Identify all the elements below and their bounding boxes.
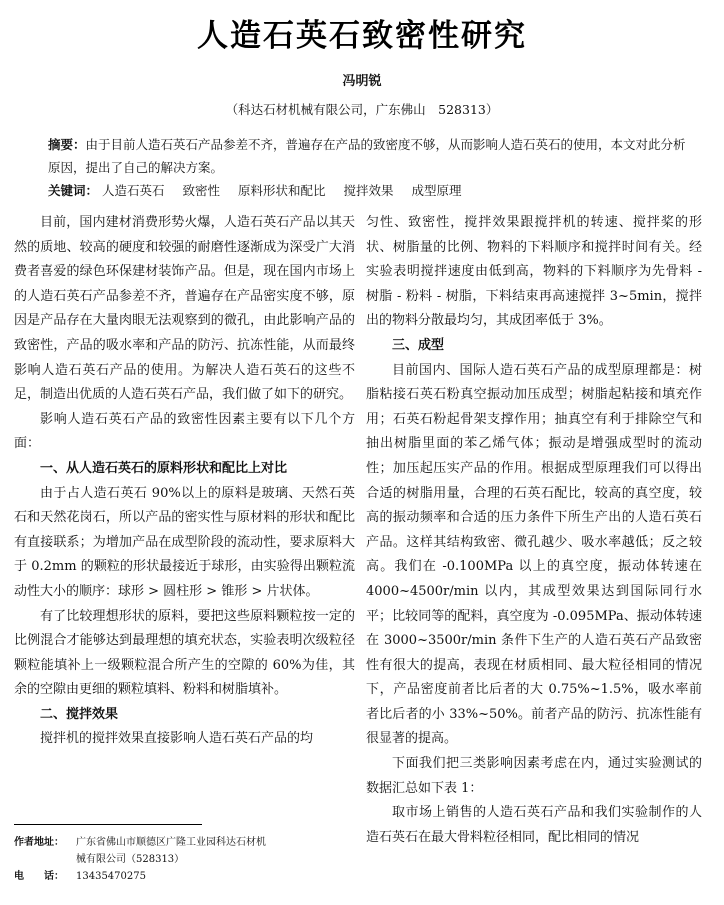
paragraph: 搅拌机的搅拌效果直接影响人造石英石产品的均 [40, 731, 314, 747]
section-heading: 三、成型 [392, 337, 445, 353]
abstract-block [48, 133, 688, 202]
address-label: 作者地址： [14, 837, 64, 848]
phone-number: 13435470275 [76, 871, 146, 882]
abstract-label: 摘要： [48, 137, 86, 152]
section-heading: 二、搅拌效果 [40, 706, 119, 722]
paragraph: 有了比较理想形状的原料，要把这些原料颗粒按一定的比例混合才能够达到最理想的填充状态，实验表明次级粒径颗粒能填补上一级颗粒混合所产生的空隙的 60%为佳，其余的空隙由更细的颗粒填料、粉料和树脂填补。 [14, 608, 355, 698]
author-affiliation: （科达石材机械有限公司，广东佛山 528313） [225, 102, 499, 117]
abstract-text: 由于目前人造石英石产品参差不齐，普遍存在产品的致密度不够，从而影响人造石英石的使用，本文对此分析原因，提出了自己的解决方案。 [48, 137, 686, 175]
address-line: 械有限公司（528313） [76, 854, 185, 865]
paragraph: 影响人造石英石产品的致密性因素主要有以下几个方面： [14, 411, 355, 452]
section-heading: 一、从人造石英石的原料形状和配比上对比 [40, 460, 288, 476]
footnote-phone [14, 868, 354, 885]
abstract [48, 133, 688, 179]
footnote [14, 834, 354, 885]
left-column [14, 211, 355, 752]
keyword-item: 原料形状和配比 [238, 183, 326, 198]
keyword-item: 搅拌效果 [343, 183, 394, 198]
paragraph-continued: 匀性、致密性，搅拌效果跟搅拌机的转速、搅拌桨的形状、树脂量的比例、物料的下料顺序和搅拌时间有关。经实验表明搅拌速度由低到高，物料的下料顺序为先骨料 - 树脂 - 粉料 - 树脂，下料结束再高速搅拌 3~5min，搅拌出的物料分散最均匀，其成团率低于 3%。 [366, 215, 702, 329]
author-name: 冯明锐 [342, 74, 382, 89]
keywords [48, 179, 688, 202]
paragraph: 由于占人造石英石 90%以上的原料是玻璃、天然石英石和天然花岗石，所以产品的密实性与原材料的形状和配比有直接联系；为增加产品在成型阶段的流动性，要求原料大于 0.2mm 的颗粒的形状最接近于球形，由实验得出颗粒流动性大小的顺序：球形 > 圆柱形 > 锥形 > 片状体。 [14, 485, 355, 599]
paper-title: 人造石英石致密性研究 [197, 18, 527, 54]
footnote-address [14, 834, 354, 851]
paragraph: 目前，国内建材消费形势火爆，人造石英石产品以其天然的质地、较高的硬度和较强的耐磨性逐渐成为深受广大消费者喜爱的绿色环保建材装饰产品。但是，现在国内市场上的人造石英石产品参差不齐，普遍存在产品密实度不够，原因是产品存在大量肉眼无法观察到的微孔，由此影响产品的致密性，产品的吸水率和产品的防污、抗冻性能，从而最终影响人造石英石产品的使用。为解决人造石英石的这些不足，制造出优质的人造石英石产品，我们做了如下的研究。 [14, 215, 355, 403]
paragraph: 下面我们把三类影响因素考虑在内，通过实验测试的数据汇总如下表 1： [366, 756, 702, 796]
footnote-divider [14, 824, 202, 825]
phone-label: 电 话： [14, 871, 64, 882]
paragraph: 目前国内、国际人造石英石产品的成型原理都是：树脂粘接石英石粉真空振动加压成型；树脂起粘接和填充作用；石英石粉起骨架支撑作用；抽真空有利于排除空气和抽出树脂里面的苯乙烯气体；振动是增强成型时的流动性；加压起压实产品的作用。根据成型原理我们可以得出合适的树脂用量，合理的石英石配比，较高的真空度，较高的振动频率和合适的压力条件下所生产出的人造石英石产品。这样其结构致密、微孔越少、吸水率越低；反之较高。我们在 -0.100MPa 以上的真空度，振动体转速在 4000~4500r/min 以内，其成型效果达到国际同行水平；比较同等的配料，真空度为 -0.095MPa、振动体转速在 3000~3500r/min 条件下生产的人造石英石产品致密性有很大的提高，表现在材质相同、最大粒径相同的情况下，产品密度前者比后者的大 0.75%~1.5%，吸水率前者比后者的小 33%~50%。前者产品的防污、抗冻性能有很显著的提高。 [366, 362, 702, 747]
keyword-item: 人造石英石 [102, 183, 165, 198]
keyword-item: 成型原理 [411, 183, 462, 198]
keyword-item: 致密性 [182, 183, 221, 198]
right-column [366, 211, 702, 850]
address-line: 广东省佛山市顺德区广隆工业园科达石材机 [76, 837, 266, 848]
keywords-label: 关键词： [48, 183, 99, 198]
paragraph: 取市场上销售的人造石英石产品和我们实验制作的人造石英石在最大骨料粒径相同，配比相同的情况 [366, 805, 702, 845]
